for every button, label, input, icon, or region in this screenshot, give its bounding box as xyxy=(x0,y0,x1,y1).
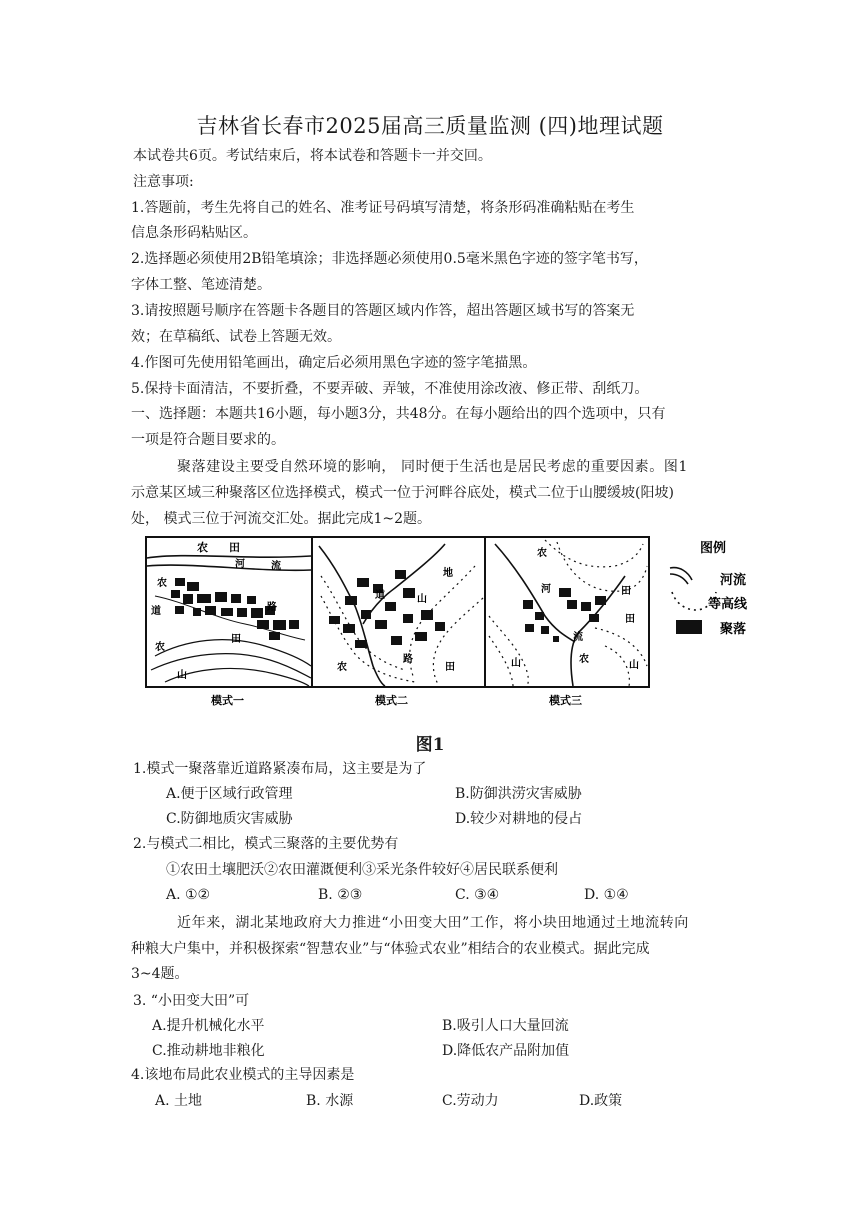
map-label: 田 xyxy=(621,586,631,597)
contour-line xyxy=(545,540,643,567)
option-d[interactable]: D.较少对耕地的侵占 xyxy=(455,811,583,827)
contour-line xyxy=(489,636,513,686)
notice-heading: 注意事项: xyxy=(133,174,194,190)
map-label: 道 xyxy=(375,590,385,601)
option-b[interactable]: B.吸引人口大量回流 xyxy=(442,1018,569,1034)
option-d[interactable]: D.降低农产品附加值 xyxy=(442,1043,570,1059)
contour-line xyxy=(595,628,647,666)
passage1-line: 示意某区域三种聚落区位选择模式，模式一位于河畔谷底处，模式二位于山腰缓坡(阳坡) xyxy=(131,485,674,501)
panel-mode-3 xyxy=(489,540,647,707)
contour-line xyxy=(557,542,647,591)
contour-line xyxy=(151,654,311,678)
legend-river: 河流 xyxy=(720,573,747,588)
notice-line: 1.答题前，考生先将自己的姓名、准考证号码填写清楚，将条形码准确粘贴在考生 xyxy=(131,200,635,216)
contour-line xyxy=(489,616,528,686)
map-label: 田 xyxy=(229,541,240,554)
intro-text: 本试卷共6页。考试结束后，将本试卷和答题卡一并交回。 xyxy=(133,148,492,164)
notice-line: 4.作图可先使用铅笔画出，确定后必须用黑色字迹的签字笔描黑。 xyxy=(131,355,537,371)
legend-title: 图例 xyxy=(700,541,727,556)
option-d[interactable]: D. ①④ xyxy=(584,887,629,903)
map-label: 田 xyxy=(625,614,635,625)
option-a[interactable]: A. 土地 xyxy=(155,1093,203,1109)
passage2-line: 近年来，湖北某地政府大力推进“小田变大田”工作，将小块田地通过土地流转向 xyxy=(177,915,689,931)
passage1-line: 聚落建设主要受自然环境的影响， 同时便于生活也是居民考虑的重要因素。图1 xyxy=(177,459,688,475)
settlement-blocks xyxy=(171,578,299,640)
question-stem: 4.该地布局此农业模式的主导因素是 xyxy=(131,1067,355,1083)
map-label: 流 xyxy=(271,561,281,572)
passage2-line: 3~4题。 xyxy=(131,966,189,982)
figure-caption: 图1 xyxy=(415,735,445,755)
question-stem: 1.模式一聚落靠近道路紧凑布局，这主要是为了 xyxy=(133,761,427,777)
option-d[interactable]: D.政策 xyxy=(579,1093,623,1109)
map-label: 山 xyxy=(417,594,427,605)
contour-line xyxy=(605,646,629,686)
settlement-pattern-figure xyxy=(145,536,650,712)
notice-line: 5.保持卡面清洁，不要折叠，不要弄破、弄皱，不准使用涂改液、修正带、刮纸刀。 xyxy=(131,381,649,397)
map-label: 田 xyxy=(445,662,455,673)
river-line xyxy=(147,556,311,558)
section-heading-cont: 一项是符合题目要求的。 xyxy=(131,432,285,448)
panel-mode-2 xyxy=(319,544,483,707)
question-stem: 3. “小田变大田”可 xyxy=(133,993,250,1009)
option-c[interactable]: C.劳动力 xyxy=(442,1093,499,1109)
section-heading: 一、选择题：本题共16小题，每小题3分，共48分。在每小题给出的四个选项中，只有 xyxy=(131,406,666,422)
map-label: 山 xyxy=(177,670,187,681)
notice-line: 信息条形码粘贴区。 xyxy=(131,225,257,241)
notice-line: 效；在草稿纸、试卷上答题无效。 xyxy=(131,329,341,345)
notice-line: 3.请按照题号顺序在答题卡各题目的答题区域内作答，超出答题区域书写的答案无 xyxy=(131,303,635,319)
option-c[interactable]: C.推动耕地非粮化 xyxy=(152,1043,265,1059)
map-label: 农 xyxy=(579,654,589,665)
map-label: 山 xyxy=(629,660,639,671)
settlement-blocks xyxy=(523,588,606,642)
option-a[interactable]: A.便于区域行政管理 xyxy=(166,786,293,802)
contour-line xyxy=(410,566,475,676)
map-label: 道 xyxy=(151,606,161,617)
map-label: 路 xyxy=(267,602,277,613)
panel-label: 模式二 xyxy=(375,694,408,707)
question-statement: ①农田土壤肥沃②农田灌溉便利③采光条件较好④居民联系便利 xyxy=(166,862,558,878)
river-line xyxy=(147,565,311,570)
page-title: 吉林省长春市2025届高三质量监测 (四)地理试题 xyxy=(196,114,664,138)
map-label: 农 xyxy=(197,541,208,554)
map-label: 田 xyxy=(231,634,241,645)
panel-label: 模式一 xyxy=(211,694,244,707)
notice-line: 字体工整、笔迹清楚。 xyxy=(131,277,271,293)
map-label: 山 xyxy=(511,658,521,669)
map-label: 农 xyxy=(537,548,547,559)
river-line xyxy=(319,546,385,686)
map-label: 流 xyxy=(573,632,583,643)
option-b[interactable]: B. ②③ xyxy=(318,887,363,903)
map-label: 地 xyxy=(443,568,453,579)
panel-mode-1 xyxy=(147,540,311,707)
option-c[interactable]: C.防御地质灾害威胁 xyxy=(166,811,293,827)
option-c[interactable]: C. ③④ xyxy=(455,887,500,903)
option-a[interactable]: A.提升机械化水平 xyxy=(152,1018,265,1034)
map-label: 农 xyxy=(157,578,167,589)
road-line xyxy=(155,596,305,640)
panel-label: 模式三 xyxy=(549,694,582,707)
map-label: 路 xyxy=(403,654,413,665)
settlement-blocks xyxy=(329,570,445,648)
legend-settlement: 聚落 xyxy=(720,622,747,637)
map-label: 河 xyxy=(541,584,551,595)
map-label: 农 xyxy=(337,662,347,673)
option-a[interactable]: A. ①② xyxy=(166,887,211,903)
map-label: 农 xyxy=(155,642,165,653)
river-line xyxy=(571,576,625,686)
passage2-line: 种粮大户集中，并积极探索“智慧农业”与“体验式农业”相结合的农业模式。据此完成 xyxy=(131,941,650,957)
figure-legend xyxy=(662,538,792,643)
notice-line: 2.选择题必须使用2B铅笔填涂；非选择题必须使用0.5毫米黑色字迹的签字笔书写， xyxy=(131,251,648,267)
option-b[interactable]: B. 水源 xyxy=(306,1093,354,1109)
question-stem: 2.与模式二相比，模式三聚落的主要优势有 xyxy=(133,836,399,852)
map-label: 河 xyxy=(235,559,245,570)
option-b[interactable]: B.防御洪涝灾害威胁 xyxy=(455,786,582,802)
passage1-line: 处， 模式三位于河流交汇处。据此完成1~2题。 xyxy=(131,511,431,527)
contour-line xyxy=(433,598,483,686)
legend-contour: 等高线 xyxy=(708,597,748,612)
settlement-legend-icon xyxy=(676,620,702,634)
